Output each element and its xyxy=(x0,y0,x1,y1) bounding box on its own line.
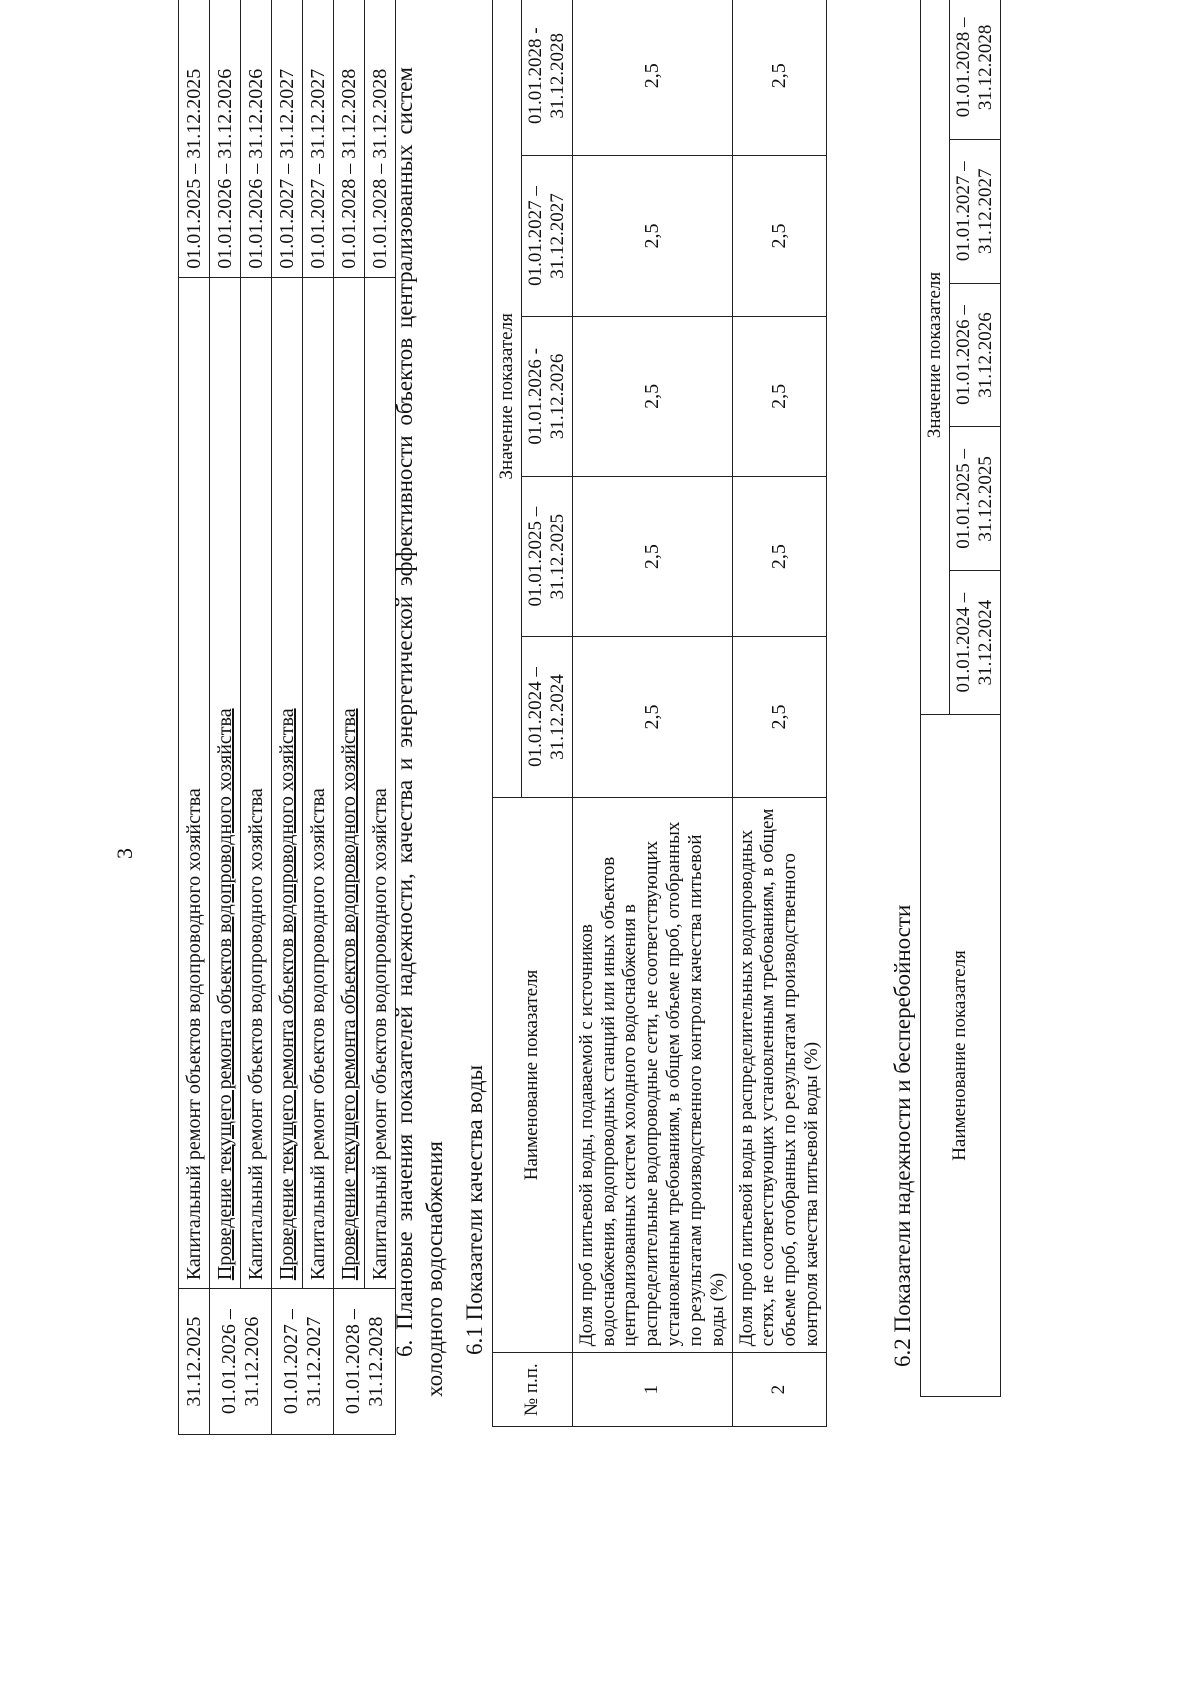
subsection-6-1-title: 6.1 Показатели качества воды xyxy=(462,1064,487,1355)
column-header-period: 01.01.2025 – 31.12.2025 xyxy=(950,427,1001,571)
column-header-name: Наименование показателя xyxy=(493,797,573,1353)
schedule-work-text: Проведение текущего ремонта объектов водопроводного хозяйства xyxy=(213,708,236,1281)
indicator-value: 2,5 xyxy=(732,477,826,637)
table-row xyxy=(732,0,826,1427)
table-row xyxy=(241,0,272,1435)
column-header-period: 01.01.2028 – 31.12.2028 xyxy=(950,0,1001,139)
table-row xyxy=(334,0,365,1435)
schedule-work xyxy=(241,277,272,1288)
subsection-6-2-title: 6.2 Показатели надежности и бесперебойности xyxy=(890,904,915,1367)
schedule-work-text: Капитальный ремонт объектов водопроводного хозяйства xyxy=(244,788,267,1281)
row-number: 1 xyxy=(572,1353,732,1427)
schedule-work xyxy=(210,277,241,1288)
schedule-dates: 01.01.2025 – 31.12.2025 xyxy=(179,0,210,277)
column-header-period: 01.01.2027 – 31.12.2027 xyxy=(522,156,573,316)
schedule-dates: 01.01.2027 – 31.12.2027 xyxy=(272,0,303,277)
column-header-period: 01.01.2025 – 31.12.2025 xyxy=(522,477,573,637)
row-number: 2 xyxy=(732,1353,826,1427)
indicator-name: Доля проб питьевой воды в распределительных водопроводных сетях, не соответствующих установленным требованиям, в общем объеме проб, отобранных по результатам производственного контроля качества питьевой воды (%) xyxy=(732,797,826,1353)
schedule-work xyxy=(272,277,303,1288)
table-row xyxy=(303,0,334,1435)
indicator-value: 2,5 xyxy=(572,477,732,637)
indicator-name: Доля проб питьевой воды, подаваемой с источников водоснабжения, водопроводных станций или иных объектов централизованных систем холодного водоснабжения в распределительные водопроводные сети, не соответствующих установленным требованиям, в общем объеме проб, отобранных по результатам производственного контроля качества питьевой воды (%) xyxy=(572,797,732,1353)
indicator-value: 2,5 xyxy=(572,156,732,316)
schedule-work-text: Капитальный ремонт объектов водопроводного хозяйства xyxy=(306,788,329,1281)
schedule-period: 01.01.2026 – 31.12.2026 xyxy=(210,1289,272,1435)
schedule-work xyxy=(334,277,365,1288)
schedule-dates: 01.01.2028 – 31.12.2028 xyxy=(365,0,396,277)
column-header-period: 01.01.2024 – 31.12.2024 xyxy=(522,637,573,797)
schedule-period: 01.01.2028 – 31.12.2028 xyxy=(334,1289,396,1435)
schedule-work-text: Капитальный ремонт объектов водопроводного хозяйства xyxy=(182,788,205,1281)
water-quality-table xyxy=(492,0,827,1427)
table-row xyxy=(210,0,241,1435)
indicator-value: 2,5 xyxy=(732,156,826,316)
schedule-period: 31.12.2025 xyxy=(179,1289,210,1435)
schedule-dates: 01.01.2026 – 31.12.2026 xyxy=(210,0,241,277)
column-header-number: № п.п. xyxy=(493,1353,573,1427)
column-header-period: 01.01.2026 - 31.12.2026 xyxy=(522,316,573,476)
schedule-dates: 01.01.2028 – 31.12.2028 xyxy=(334,0,365,277)
column-header-period: 01.01.2028 - 31.12.2028 xyxy=(522,0,573,156)
indicator-value: 2,5 xyxy=(572,316,732,476)
column-header-value-group: Значение показателя xyxy=(921,0,950,715)
column-header-value-group: Значение показателя xyxy=(493,0,522,797)
schedule-work xyxy=(303,277,334,1288)
schedule-period: 01.01.2027 – 31.12.2027 xyxy=(272,1289,334,1435)
table-row xyxy=(572,0,732,1427)
table-row xyxy=(179,0,210,1435)
schedule-work xyxy=(179,277,210,1288)
column-header-period: 01.01.2027 – 31.12.2027 xyxy=(950,139,1001,283)
column-header-name: Наименование показателя xyxy=(921,715,1001,1397)
schedule-dates: 01.01.2026 – 31.12.2026 xyxy=(241,0,272,277)
section-6-title: 6. Плановые значения показателей надежности, качества и энергетической эффективности объектов централизованных систем холодного водоснабжения xyxy=(392,67,447,1397)
column-header-period: 01.01.2024 – 31.12.2024 xyxy=(950,571,1001,715)
page-number: 3 xyxy=(112,848,137,859)
schedule-work-text: Проведение текущего ремонта объектов водопроводного хозяйства xyxy=(275,708,298,1281)
schedule-work-text: Капитальный ремонт объектов водопроводного хозяйства xyxy=(368,788,391,1281)
indicator-value: 2,5 xyxy=(732,637,826,797)
table-row xyxy=(272,0,303,1435)
schedule-work-text: Проведение текущего ремонта объектов водопроводного хозяйства xyxy=(337,708,360,1281)
schedule-table xyxy=(178,0,396,1435)
indicator-value: 2,5 xyxy=(732,316,826,476)
indicator-value: 2,5 xyxy=(572,637,732,797)
schedule-dates: 01.01.2027 – 31.12.2027 xyxy=(303,0,334,277)
column-header-period: 01.01.2026 – 31.12.2026 xyxy=(950,283,1001,427)
indicator-value: 2,5 xyxy=(732,0,826,156)
indicator-value: 2,5 xyxy=(572,0,732,156)
reliability-table xyxy=(920,0,1001,1397)
